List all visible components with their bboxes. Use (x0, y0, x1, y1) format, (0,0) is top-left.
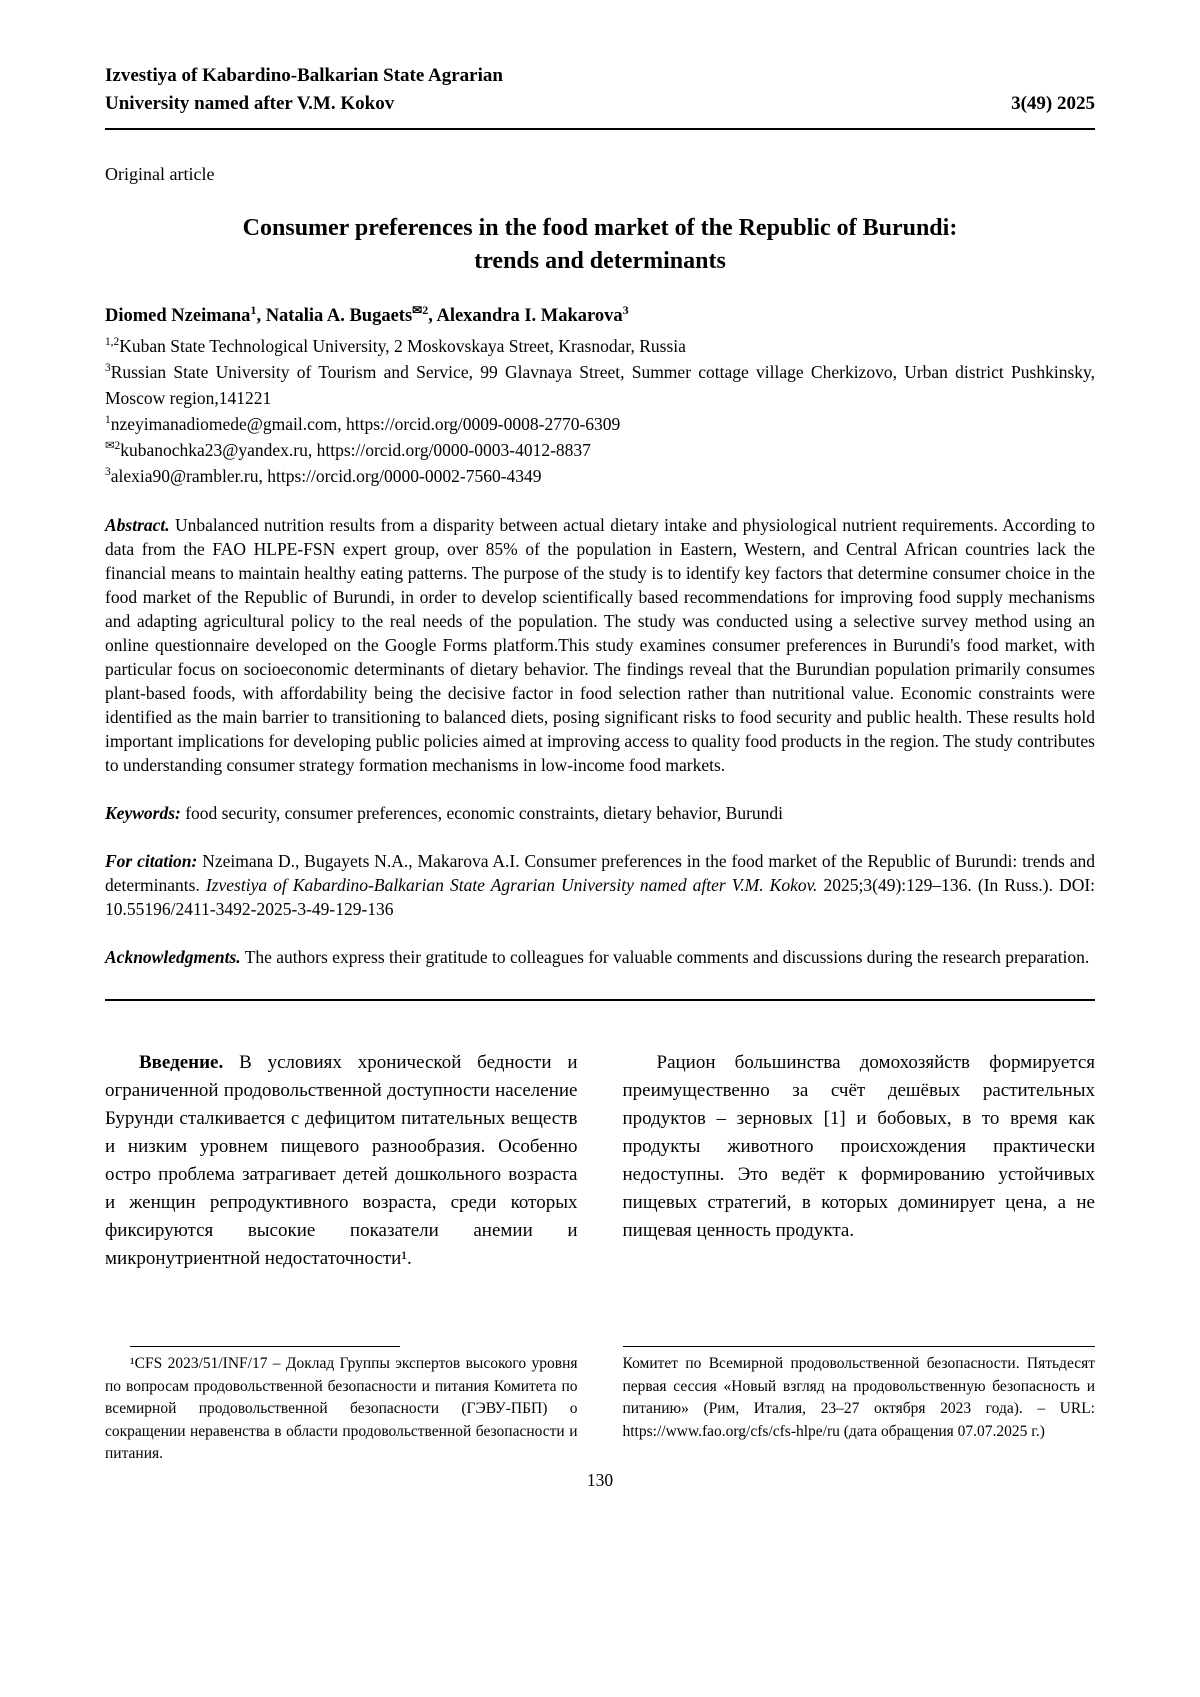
journal-title (105, 62, 503, 118)
author-contact-2-text: kubanochka23@yandex.ru, https://orcid.org/0000-0003-4012-8837 (120, 440, 591, 460)
introduction-text: В условиях хронической бедности и ограниченной продовольственной доступности население Бурунди сталкивается с дефицитом питательных веществ и низким уровнем пищевого разнообразия. Особенно остро проблема затрагивает детей дошкольного возраста и женщин репродуктивного возраста, среди которых фиксируются высокие показатели анемии и микронутриентной недостаточности¹. (105, 1052, 578, 1269)
page-number: 130 (586, 1470, 614, 1490)
acknowledgments-text: The authors express their gratitude to colleagues for valuable comments and discussions during the research preparation. (244, 947, 1090, 967)
introduction-paragraph (105, 1049, 578, 1273)
article-type-label: Original article (105, 164, 215, 184)
keywords (105, 801, 1095, 825)
author-1-name: Diomed Nzeimana (105, 306, 251, 326)
citation-label: For citation: (105, 851, 198, 871)
footnote-column-left (105, 1338, 578, 1466)
author-3-sup: 3 (622, 302, 629, 317)
author-2-sep: , (428, 306, 433, 326)
affiliation-2 (105, 359, 1095, 411)
journal-title-line1: Izvestiya of Kabardino-Balkarian State Agrarian (105, 65, 503, 86)
author-contact-3-text: alexia90@rambler.ru, https://orcid.org/0000-0002-7560-4349 (110, 466, 542, 486)
affiliation-1 (105, 333, 1095, 359)
citation-text-after: 2025;3(49):129–136. (In Russ.). DOI: 10.55196/2411-3492-2025-3-49-129-136 (105, 875, 1096, 919)
article-title (105, 212, 1095, 278)
acknowledgments (105, 945, 1095, 969)
abstract-label: Abstract. (105, 515, 170, 535)
author-3-name: Alexandra I. Makarova (436, 306, 623, 326)
keywords-label: Keywords: (105, 803, 181, 823)
body-column-right (623, 1049, 1096, 1273)
author-2-name: Natalia A. Bugaets (265, 306, 413, 326)
introduction-label: Введение. (139, 1052, 224, 1073)
citation-text-before: Nzeimana D., Bugayets N.A., Makarova A.I. Consumer preferences in the food market of the Republic of Burundi: trends and determinants. (105, 851, 1096, 895)
author-2 (265, 302, 433, 326)
authors-line (105, 303, 1095, 329)
body-column-left (105, 1049, 578, 1273)
author-1-sep: , (256, 306, 262, 326)
author-contact-2 (105, 437, 1095, 463)
journal-issue: 3(49) 2025 (1011, 93, 1095, 114)
affiliation-2-text: Russian State University of Tourism and Service, 99 Glavnaya Street, Summer cottage village Cherkizovo, Urban district Pushkinsky, Moscow region,141221 (105, 362, 1095, 408)
affiliation-1-sup: 1,2 (105, 336, 120, 349)
journal-header (105, 62, 1095, 130)
abstract-text: Unbalanced nutrition results from a disparity between actual dietary intake and physiological nutrient requirements. According to data from the FAO HLPE-FSN expert group, over 85% of the population in Eastern, Western, and Central African countries lack the financial means to maintain healthy eating patterns. The purpose of the study is to identify key factors that determine consumer choice in the food market of the Republic of Burundi, in order to develop scientifically based recommendations for improving food supply mechanisms and adapting agricultural policy to the real needs of the population. The study was conducted using a selective survey method using an online questionnaire developed on the Google Forms platform.This study examines consumer preferences in Burundi's food market, with particular focus on socioeconomic determinants of dietary behavior. The findings reveal that the Burundian population primarily consumes plant-based foods, with affordability being the decisive factor in food selection rather than nutritional value. Economic constraints were identified as the main barrier to transitioning to balanced diets, posing significant risks to food security and public health. These results hold important implications for developing public policies aimed at improving access to quality food products in the region. The study contributes to understanding consumer strategy formation mechanisms in low-income food markets. (105, 515, 1096, 775)
article-title-line1: Consumer preferences in the food market of the Republic of Burundi: (242, 215, 958, 241)
abstract (105, 513, 1095, 777)
citation-journal-name: Izvestiya of Kabardino-Balkarian State Agrarian University named after V.M. Kokov. (205, 875, 818, 895)
author-contact-3-sup: 3 (105, 466, 111, 479)
author-1-sup: 1 (250, 302, 257, 317)
body-columns (105, 1049, 1095, 1273)
footnote-separator-rule (130, 1346, 400, 1347)
author-contact-1-text: nzeyimanadiomede@gmail.com, https://orcid.org/0009-0008-2770-6309 (110, 414, 621, 434)
citation (105, 849, 1095, 921)
affiliations-block (105, 333, 1095, 489)
author-contact-2-sup: ✉2 (105, 440, 121, 453)
author-contact-1 (105, 411, 1095, 437)
footnote-column-right (623, 1338, 1096, 1466)
author-1 (105, 302, 262, 326)
body-paragraph-right: Рацион большинства домохозяйств формируется преимущественно за счёт дешёвых растительных продуктов – зерновых [1] и бобовых, в то время как продукты животного происхождения практически недоступны. Это ведёт к формированию устойчивых пищевых стратегий, в которых доминирует цена, а не пищевая ценность продукта. (622, 1052, 1095, 1241)
article-title-line2: trends and determinants (474, 248, 726, 274)
author-2-sup: ✉2 (412, 302, 429, 317)
journal-title-line2: University named after V.M. Kokov (105, 93, 395, 114)
affiliation-1-text: Kuban State Technological University, 2 Moskovskaya Street, Krasnodar, Russia (119, 336, 686, 356)
footnote-left-text: ¹CFS 2023/51/INF/17 – Доклад Группы экспертов высокого уровня по вопросам продовольственной безопасности и питания Комитета по всемирной продовольственной безопасности (ГЭВУ-ПБП) о сокращении неравенства в области продовольственной безопасности и питания. (105, 1355, 578, 1462)
author-3 (436, 302, 629, 326)
footnote-continuation-rule (623, 1346, 1096, 1347)
footnotes-section (105, 1338, 1095, 1466)
author-contact-1-sup: 1 (105, 414, 111, 427)
author-contact-3 (105, 463, 1095, 489)
acknowledgments-label: Acknowledgments. (105, 947, 241, 967)
keywords-text: food security, consumer preferences, economic constraints, dietary behavior, Burundi (185, 803, 784, 823)
footnote-right-text: Комитет по Всемирной продовольственной безопасности. Пятьдесят первая сессия «Новый взгляд на продовольственную безопасность и питанию» (Рим, Италия, 23–27 октября 2023 года). – URL: https://www.fao.org/cfs/cfs-hlpe/ru (дата обращения 07.07.2025 г.) (622, 1355, 1095, 1440)
affiliation-2-sup: 3 (105, 362, 111, 375)
section-divider-rule (105, 999, 1095, 1001)
